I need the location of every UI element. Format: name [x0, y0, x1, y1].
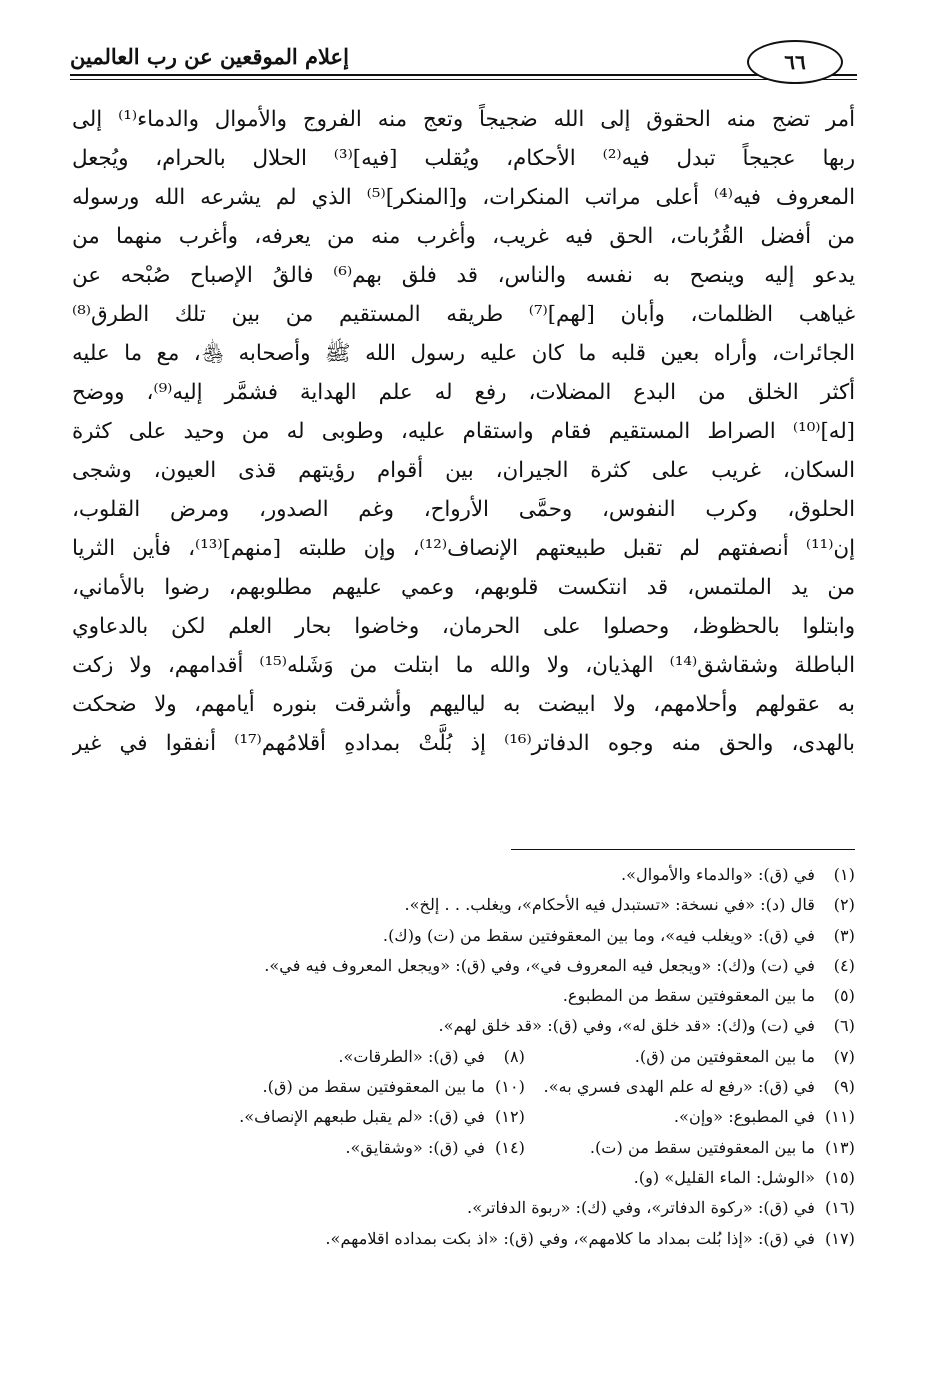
- footnote-number: (٥): [833, 986, 855, 1006]
- footnote: [338, 1042, 525, 1072]
- footnote-text: في (ق): «الطرقات».: [338, 1046, 485, 1066]
- footnote-row: [72, 951, 855, 981]
- text-line: ربها عجيجاً تبدل فيه⁽²⁾ الأحكام، ويُقلب [فيه]⁽³⁾ الحلال بالحرام، ويُجعل: [72, 146, 855, 171]
- footnote-text: في (ق): «لم يقبل طبعهم الإنصاف».: [239, 1107, 485, 1127]
- footnote-row: [72, 1011, 855, 1041]
- footnote-number: (٦): [833, 1016, 855, 1036]
- footnote-text: في (ق): «إذا بُلت بمداد ما كلامهم»، وفي (ق): «اذ بكت بمداده اقلامهم».: [325, 1228, 815, 1248]
- footnote: [404, 890, 855, 920]
- footnote: [525, 1042, 855, 1072]
- text-line: وابتلوا بالحظوظ، وحصلوا على الحرمان، وخاضوا بحار العلم لكن بالدعاوي: [72, 614, 855, 639]
- footnote-text: قال (د): «في نسخة: «تستبدل فيه الأحكام»، ويغلب. . . إلخ».: [404, 895, 815, 915]
- footnote-row: [72, 1072, 855, 1102]
- footnote: [467, 1193, 855, 1223]
- text-line: المعروف فيه⁽⁴⁾ أعلى مراتب المنكرات، و[المنكر]⁽⁵⁾ الذي لم يشرعه الله ورسوله: [72, 185, 855, 210]
- footnote-number: (١): [833, 865, 855, 884]
- text-line: من أفضل القُرُبات، الحق فيه غريب، وأغرب منه من يعرفه، وأغرب منهما من: [72, 224, 855, 249]
- footnote-row: [72, 1193, 855, 1223]
- footnote-text: في (ق): «ويغلب فيه»، وما بين المعقوفتين سقط من (ت) و(ك).: [382, 925, 815, 945]
- footnote-number: (١٥): [824, 1167, 855, 1187]
- text-line: من يد الملتمس، قد انتكست قلوبهم، وعمي عليهم مطلوبهم، رضوا بالأماني،: [72, 575, 855, 600]
- footnote-number: (١٧): [824, 1228, 855, 1248]
- page-number: ٦٦: [747, 40, 843, 84]
- footnote-row: [72, 860, 855, 890]
- footnote: [383, 921, 855, 951]
- footnote-number: (٤): [833, 955, 855, 975]
- footnote: [439, 1011, 855, 1041]
- footnote-row: [72, 1042, 855, 1072]
- footnote-text: في (ت) و(ك): «قد خلق له»، وفي (ق): «قد خلق لهم».: [438, 1016, 815, 1036]
- footnote: [634, 1163, 855, 1193]
- text-line: [له]⁽¹⁰⁾ الصراط المستقيم فقام واستقام عليه، وطوبى له من وحيد على كثرة: [72, 419, 855, 444]
- footnote-row: [72, 1102, 855, 1132]
- text-line: غياهب الظلمات، وأبان [لهم]⁽⁷⁾ طريقه المستقيم من بين تلك الطرق⁽⁸⁾: [72, 302, 855, 327]
- footnote-text: في (ق): «وشقايق».: [345, 1137, 485, 1157]
- footnote-separator: [511, 849, 855, 850]
- footnote: [525, 1072, 855, 1102]
- footnotes: [72, 860, 855, 1254]
- footnote-row: [72, 1224, 855, 1254]
- footnote-text: «الوشل: الماء القليل» (و).: [633, 1167, 815, 1187]
- footnote-number: (١١): [824, 1107, 855, 1127]
- footnote-number: (١٢): [494, 1107, 525, 1127]
- footnote: [325, 1224, 855, 1254]
- footnote-row: [72, 890, 855, 920]
- text-line: الحلوق، وكرب النفوس، وحمَّى الأرواح، وغم الصدور، ومرض القلوب،: [72, 497, 855, 522]
- page-header: [70, 40, 857, 90]
- footnote-number: (٨): [503, 1046, 525, 1066]
- text-line: السكان، غريب على كثرة الجيران، بين أقوام رؤيتهم قذى العيون، وشجى: [72, 458, 855, 483]
- text-line: يدعو إليه وينصح به نفسه والناس، قد فلق بهم⁽⁶⁾ فالقُ الإصباح صُبْحه عن: [72, 263, 855, 288]
- footnote-text: في (ق): «ركوة الدفاتر»، وفي (ك): «ربوة الدفاتر».: [467, 1198, 815, 1218]
- footnote-number: (١٤): [494, 1137, 525, 1157]
- footnote-text: في (ق): «والدماء والأموال».: [620, 865, 815, 884]
- running-title: إعلام الموقعين عن رب العالمين: [70, 44, 349, 69]
- footnote-number: (١٠): [494, 1077, 525, 1097]
- footnote-text: ما بين المعقوفتين سقط من (ت).: [589, 1137, 815, 1157]
- footnote: [563, 981, 855, 1011]
- footnote: [263, 1072, 525, 1102]
- main-text: [72, 100, 855, 763]
- footnote-text: ما بين المعقوفتين سقط من المطبوع.: [562, 986, 815, 1006]
- text-line: الجائرات، وأراه بعين قلبه ما كان عليه رسول الله ﷺ وأصحابه ﵃، مع ما عليه: [72, 341, 855, 366]
- footnote-text: ما بين المعقوفتين سقط من (ق).: [262, 1077, 485, 1097]
- footnote: [264, 951, 855, 981]
- footnote: [525, 1133, 855, 1163]
- footnote: [621, 860, 855, 890]
- footnote-number: (١٣): [824, 1137, 855, 1157]
- footnote: [525, 1102, 855, 1132]
- footnote-number: (٧): [833, 1046, 855, 1066]
- footnote-text: ما بين المعقوفتين من (ق).: [634, 1046, 815, 1066]
- footnote-row: [72, 981, 855, 1011]
- footnote: [239, 1102, 525, 1132]
- text-line: بالهدى، والحق منه وجوه الدفاتر⁽¹⁶⁾ إذ بُلَّتْ بمدادهِ أقلامُهم⁽¹⁷⁾ أنفقوا في غير: [72, 731, 855, 756]
- footnote-row: [72, 1133, 855, 1163]
- footnote-number: (٣): [833, 925, 855, 945]
- text-line: أمر تضج منه الحقوق إلى الله ضجيجاً وتعج منه الفروج والأموال والدماء⁽¹⁾ إلى: [72, 107, 855, 132]
- footnote-row: [72, 1163, 855, 1193]
- footnote-number: (٢): [833, 895, 855, 915]
- text-line: به عقولهم وأحلامهم، ولا ابيضت به لياليهم وأشرقت بنوره أيامهم، ولا ضحكت: [72, 692, 855, 717]
- footnote-number: (١٦): [824, 1198, 855, 1218]
- footnote-text: في (ت) و(ك): «ويجعل فيه المعروف في»، وفي (ق): «ويجعل المعروف فيه في».: [264, 955, 815, 975]
- text-line: أكثر الخلق من البدع المضلات، رفع له علم الهداية فشمَّر إليه⁽⁹⁾، ووضح: [72, 380, 855, 405]
- header-rule: [70, 74, 857, 76]
- footnote-text: في المطبوع: «وإن».: [673, 1107, 815, 1127]
- footnote: [345, 1133, 525, 1163]
- text-line: الباطلة وشقاشق⁽¹⁴⁾ الهذيان، ولا والله ما ابتلت من وَشَله⁽¹⁵⁾ أقدامهم، ولا زكت: [72, 653, 855, 678]
- text-line: إن⁽¹¹⁾ أنصفتهم لم تقبل طبيعتهم الإنصاف⁽¹²⁾، وإن طلبته [منهم]⁽¹³⁾، فأين الثريا: [72, 536, 855, 561]
- footnote-text: في (ق): «رفع له علم الهدى فسري به».: [543, 1077, 815, 1097]
- header-rule-thin: [70, 79, 857, 80]
- footnote-row: [72, 921, 855, 951]
- footnote-number: (٩): [833, 1077, 855, 1097]
